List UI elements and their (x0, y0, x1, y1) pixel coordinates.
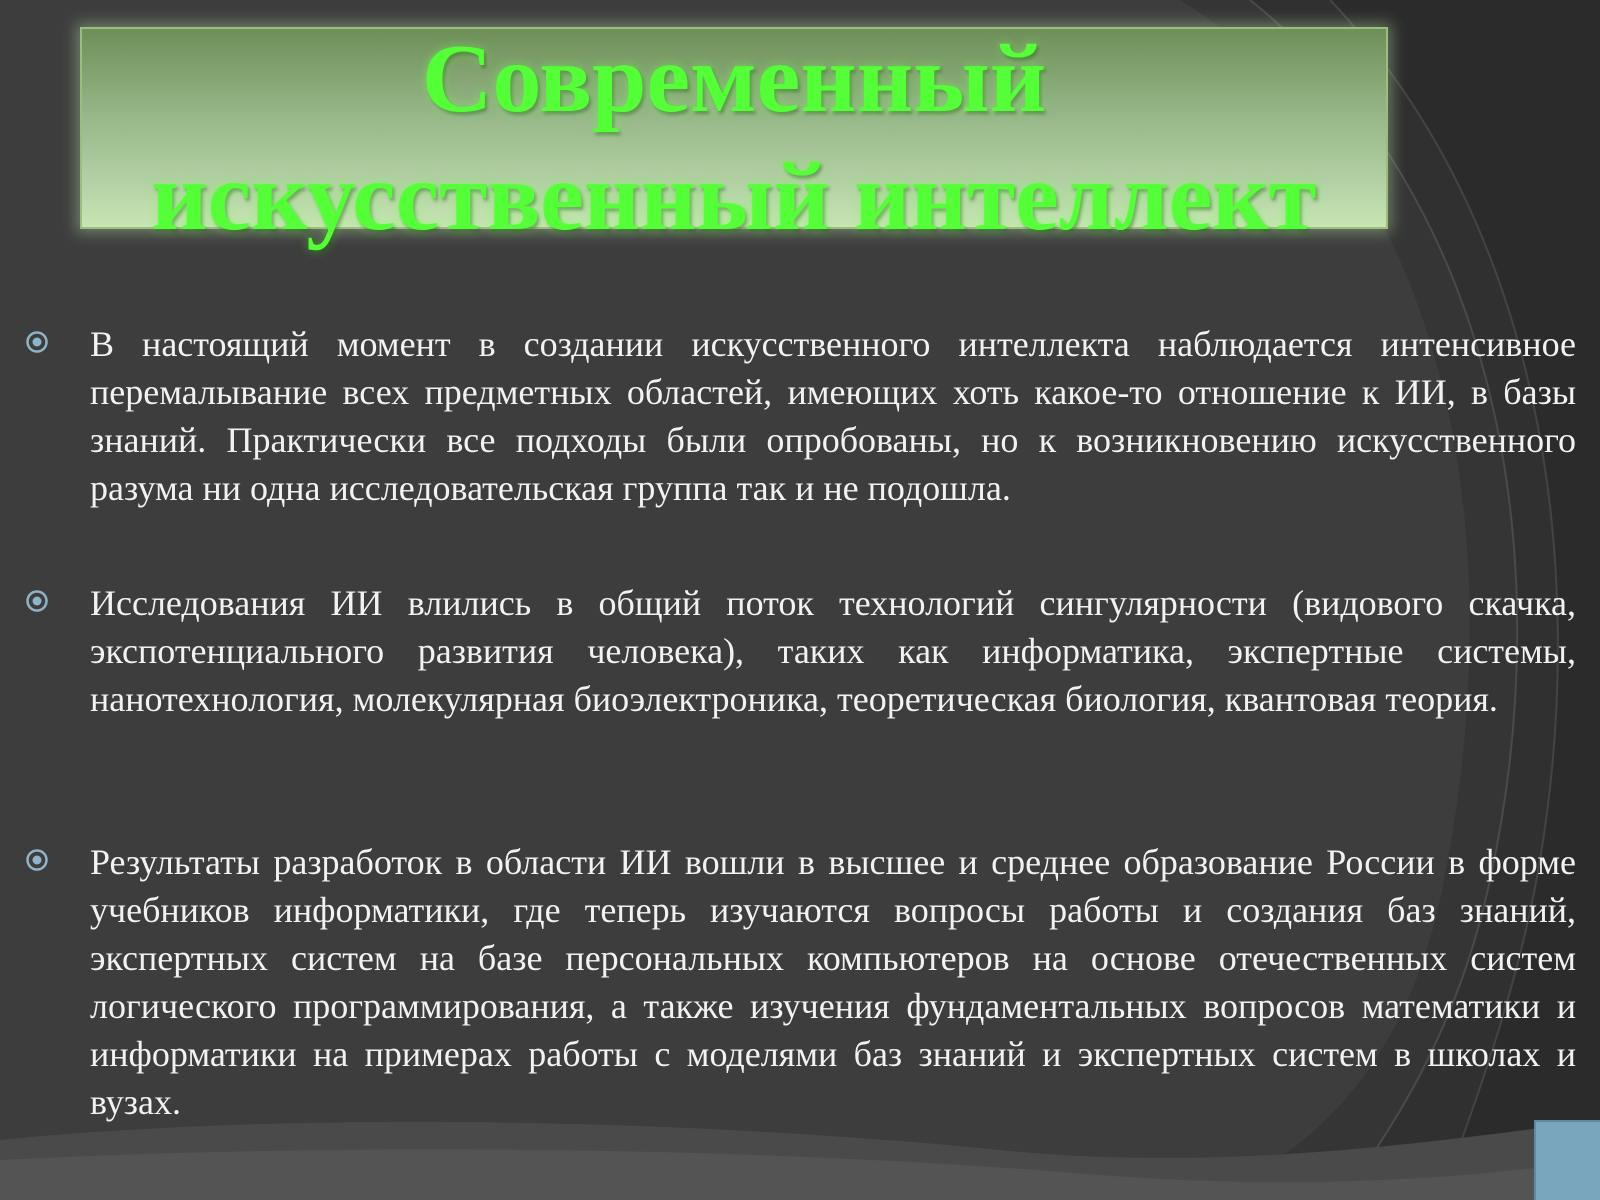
slide-title: Современный искусственный интеллект (151, 25, 1317, 251)
circled-dot-icon (25, 848, 49, 872)
circled-dot-icon (25, 330, 49, 354)
bullet-text: В настоящий момент в создании искусственного интеллекта наблюдается интенсивное перемалывание всех предметных областей, имеющих хоть какое-то отношение к ИИ, в базы знаний. Практически все подходы были опробованы, но к возникновению искусственного разума ни одна исследовательская группа так и не подошла. (90, 324, 1576, 508)
bullet-text: Исследования ИИ влились в общий поток технологий сингулярности (видового скачка, экспотенциального развития человека), таких как информатика, экспертные системы, нанотехнология, молекулярная биоэлектроника, теоретическая биология, квантовая теория. (90, 583, 1576, 719)
corner-decoration-square (1534, 1120, 1600, 1200)
circled-dot-icon (25, 589, 49, 613)
bullet-text: Результаты разработок в области ИИ вошли в высшее и среднее образование России в форме учебников информатики, где теперь изучаются вопросы работы и создания баз знаний, экспертных систем на базе персональных компьютеров на основе отечественных систем логического программирования, а также изучения фундаментальных вопросов математики и информатики на примерах работы с моделями баз знаний и экспертных систем в школах и вузах. (90, 842, 1576, 1122)
